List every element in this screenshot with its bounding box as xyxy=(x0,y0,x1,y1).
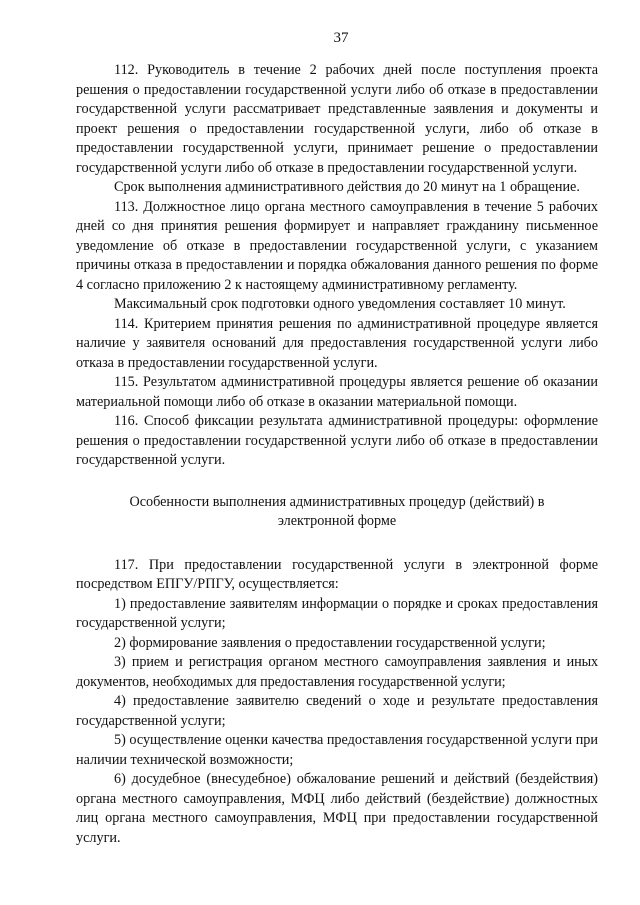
paragraph-112: 112. Руководитель в течение 2 рабочих дней после поступления проекта решения о предоставлении государственной услуги либо об отказе в предоставлении государственной услуги рассматривает представленные заявления и документы и проект решения о предоставлении государственной услуги, либо об отказе в предоставлении государственной услуги, принимает решение о предоставлении государственной услуги либо об отказе в предоставлении государственной услуги. xyxy=(76,62,598,176)
list-item-6: 6) досудебное (внесудебное) обжалование решений и действий (бездействия) органа местного самоуправления, МФЦ либо действий (бездействие) должностных лиц органа местного самоуправления, МФЦ при предоставлении государственной услуги. xyxy=(76,771,598,846)
list-item-3: 3) прием и регистрация органом местного самоуправления заявления и иных документов, необходимых для предоставления государственной услуги; xyxy=(76,654,598,690)
list-item-1: 1) предоставление заявителям информации о порядке и сроках предоставления государственной услуги; xyxy=(76,595,598,631)
paragraph-113: 113. Должностное лицо органа местного самоуправления в течение 5 рабочих дней со дня принятия решения формирует и направляет гражданину письменное уведомление об отказе в предоставлении государственной услуги, с указанием причины отказа в предоставлении и порядка обжалования данного решения по форме 4 согласно приложению 2 к настоящему административному регламенту. xyxy=(76,198,598,293)
section-heading-line-2: электронной форме xyxy=(277,513,397,529)
paragraph-115: 115. Результатом административной процедуры является решение об оказании материальной помощи либо об отказе в оказании материальной помощи. xyxy=(76,374,598,410)
list-item-2: 2) формирование заявления о предоставлении государственной услуги; xyxy=(114,634,546,651)
paragraph-117: 117. При предоставлении государственной услуги в электронной форме посредством ЕПГУ/РПГУ, осуществляется: xyxy=(76,556,598,592)
paragraph-114: 114. Критерием принятия решения по административной процедуре является наличие у заявителя оснований для предоставления государственной услуги либо отказа в предоставлении государственной услуги. xyxy=(76,315,598,371)
section-heading xyxy=(76,493,598,532)
paragraph-deadline-113: Максимальный срок подготовки одного уведомления составляет 10 минут. xyxy=(114,296,566,312)
list-item-4: 4) предоставление заявителю сведений о ходе и результате предоставления государственной услуги; xyxy=(76,693,598,729)
paragraph-deadline-112: Срок выполнения административного действия до 20 минут на 1 обращение. xyxy=(114,179,580,195)
list-item-5: 5) осуществление оценки качества предоставления государственной услуги при наличии технической возможности; xyxy=(76,732,598,768)
page-number: 37 xyxy=(333,30,349,46)
section-heading-line-1: Особенности выполнения административных процедур (действий) в xyxy=(129,493,545,510)
paragraph-116: 116. Способ фиксации результата административной процедуры: оформление решения о предоставлении государственной услуги либо об отказе в предоставлении государственной услуги. xyxy=(76,413,598,468)
